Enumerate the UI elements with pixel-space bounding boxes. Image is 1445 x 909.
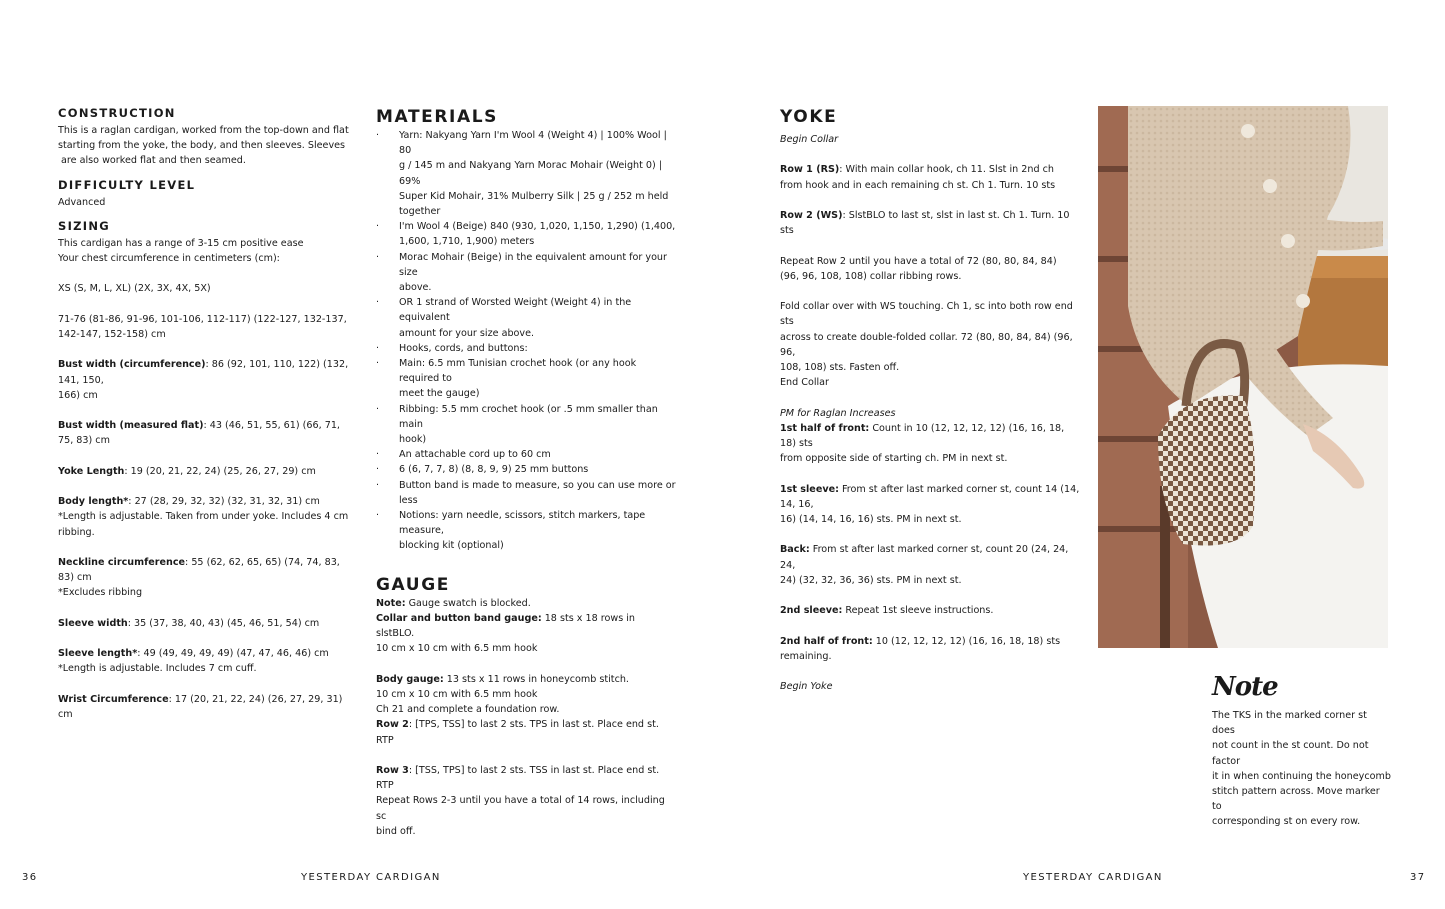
page-number-right: 37 — [1410, 872, 1426, 883]
materials-item: · Main: 6.5 mm Tunisian crochet hook (or any hook required to meet the gauge) — [376, 356, 676, 402]
gauge-note: Note: Gauge swatch is blocked. — [376, 597, 531, 609]
sizes-list: XS (S, M, L, XL) (2X, 3X, 4X, 5X) — [58, 283, 211, 295]
yoke-sleeve-1: 1st sleeve: From st after last marked corner st, count 14 (14, 14, 16, — [780, 483, 1080, 510]
yoke-row-2: Row 2 (WS): SlstBLO to last st, slst in last st. Ch 1. Turn. 10 sts — [780, 209, 1070, 237]
construction-line: starting from the yoke, the body, and then sleeves. Sleeves — [58, 140, 346, 152]
difficulty-heading: DIFFICULTY LEVEL — [58, 177, 196, 192]
materials-item: · Notions: yarn needle, scissors, stitch markers, tape measure, blocking kit (optional) — [376, 508, 676, 554]
materials-item: · An attachable cord up to 60 cm — [376, 447, 676, 462]
materials-item: · Morac Mohair (Beige) in the equivalent amount for your size above. — [376, 250, 676, 296]
yoke-sleeve-2: 2nd sleeve: Repeat 1st sleeve instructions. — [780, 605, 994, 617]
materials-column: MATERIALS · Yarn: Nakyang Yarn I'm Wool 4 (Weight 4) | 100% Wool | 80 g / 145 m and Nakyang Yarn Morac Mohair (Weight 0) | 69% Super Kid Mohair, 31% Mulberry Silk | 25 g / 252 m held together · I'm Wool 4 (Beige) 840 (930, 1,020, 1,150, 1,290) (1,400, 1,600, 1,710, 1,900) meters · Morac Mohair (Beige) in the equivalent amount for your size above. · OR 1 strand of Worsted Weight (Weight 4) in the equivalent amount for your size above. · Hooks, cords, and buttons: · Main: 6.5 mm Tunisian crochet hook (or any hook required to meet the gauge) · Ribbing: 5.5 mm crochet hook (or .5 mm smaller than main hook) · An attachable cord up to 60 cm · 6 (6, 7, 7, 8) (8, 8, 9, 9) 25 mm buttons · Button band is made to measure, so you can use more or less · Notions: yarn needle, scissors, stitch markers, tape measure, blocking kit (optional) GAUGE Note: Gauge swatch is blocked. Collar and button band gauge: 18 sts x 18 rows in slstBLO. 10 cm x 10 cm with 6.5 mm hook Body gauge: 13 sts x 11 rows in honeycomb stitch. 10 cm x 10 cm with 6.5 mm hook Ch 21 and complete a foundation row. Row 2: [TPS, TSS] to last 2 sts. TPS in last st. Place end st. RTP Row 3: [TSS, TPS] to last 2 sts. TSS in last st. Place end st. RTP Repeat Rows 2-3 until you have a total of 14 rows, including sc bind off. — [376, 106, 676, 839]
left-column — [58, 106, 358, 722]
gauge-heading: GAUGE — [376, 574, 450, 595]
begin-collar: Begin Collar — [780, 134, 839, 145]
chest-sizes: 142-147, 152-158) cm — [58, 329, 166, 340]
yoke-front-1: 1st half of front: Count in 10 (12, 12, 12, 12) (16, 16, 18, 18) sts — [780, 422, 1065, 449]
note-body: The TKS in the marked corner st does not count in the st count. Do not factor it in when continuing the honeycomb stitch pattern across. Move marker to corresponding st on every row. — [1212, 710, 1391, 828]
note-title: Note — [1212, 672, 1278, 702]
cardigan-photo — [1098, 106, 1388, 648]
gauge-row-3: Row 3: [TSS, TPS] to last 2 sts. TSS in last st. Place end st. RTP — [376, 764, 660, 792]
measurement-neckline: Neckline circumference: 55 (62, 62, 65, 65) (74, 74, 83, 83) cm *Excludes ribbing — [58, 556, 340, 599]
sizing-line: This cardigan has a range of 3-15 cm positive ease — [58, 237, 304, 249]
measurement-wrist: Wrist Circumference: 17 (20, 21, 22, 24) (26, 27, 29, 31) cm — [58, 693, 343, 720]
yoke-heading: YOKE — [780, 107, 838, 127]
yoke-row-1: Row 1 (RS): With main collar hook, ch 11. Slst in 2nd ch — [780, 164, 1054, 176]
materials-item: · Hooks, cords, and buttons: — [376, 341, 676, 356]
gauge-body: Body gauge: 13 sts x 11 rows in honeycomb stitch. — [376, 673, 629, 685]
running-title-left: YESTERDAY CARDIGAN — [301, 872, 441, 883]
materials-item: · Button band is made to measure, so you can use more or less — [376, 478, 676, 508]
sizing-line: Your chest circumference in centimeters (cm): — [58, 253, 280, 265]
measurement-sleeve-length: Sleeve length*: 49 (49, 49, 49, 49) (47, 47, 46, 46) cm *Length is adjustable. Includes 7 cm cuff. — [58, 648, 329, 675]
materials-item: · Ribbing: 5.5 mm crochet hook (or .5 mm smaller than main hook) — [376, 402, 676, 448]
measurement-yoke-length: Yoke Length: 19 (20, 21, 22, 24) (25, 26, 27, 29) cm — [58, 465, 316, 477]
construction-line: are also worked flat and then seamed. — [58, 155, 246, 167]
page-number-left: 36 — [22, 872, 38, 883]
measurement-sleeve-width: Sleeve width: 35 (37, 38, 40, 43) (45, 46, 51, 54) cm — [58, 617, 320, 629]
yoke-back: Back: From st after last marked corner st, count 20 (24, 24, 24, — [780, 544, 1069, 571]
materials-item: · I'm Wool 4 (Beige) 840 (930, 1,020, 1,150, 1,290) (1,400, 1,600, 1,710, 1,900) meters — [376, 219, 676, 249]
difficulty-value: Advanced — [58, 196, 106, 208]
yoke-fold: Fold collar over with WS touching. Ch 1, sc into both row end sts — [780, 301, 1073, 328]
gauge-collar: Collar and button band gauge: 18 sts x 18 rows in slstBLO. — [376, 612, 635, 640]
materials-item: · 6 (6, 7, 7, 8) (8, 8, 9, 9) 25 mm buttons — [376, 462, 676, 477]
sizing-heading: SIZING — [58, 218, 111, 233]
materials-list — [376, 128, 676, 554]
chest-sizes: 71-76 (81-86, 91-96, 101-106, 112-117) (122-127, 132-137, — [58, 313, 347, 325]
begin-yoke: Begin Yoke — [780, 681, 833, 693]
running-title-right: YESTERDAY CARDIGAN — [1023, 872, 1163, 883]
measurement-body-length: Body length*: 27 (28, 29, 32, 32) (32, 31, 32, 31) cm *Length is adjustable. Taken from under yoke. Includes 4 cm ribbing. — [58, 496, 349, 538]
materials-item: · OR 1 strand of Worsted Weight (Weight 4) in the equivalent amount for your size above. — [376, 295, 676, 341]
construction-line: This is a raglan cardigan, worked from the top-down and flat — [58, 125, 349, 136]
measurement-bust-flat: Bust width (measured flat): 43 (46, 51, 55, 61) (66, 71, 75, 83) cm — [58, 420, 340, 447]
construction-heading: CONSTRUCTION — [58, 106, 176, 120]
yoke-repeat: Repeat Row 2 until you have a total of 72 (80, 80, 84, 84) — [780, 255, 1057, 267]
yoke-front-2: 2nd half of front: 10 (12, 12, 12, 12) (16, 16, 18, 18) sts remaining. — [780, 635, 1061, 662]
materials-heading: MATERIALS — [376, 107, 499, 127]
pm-heading: PM for Raglan Increases — [780, 407, 896, 419]
gauge-row-2: Row 2: [TPS, TSS] to last 2 sts. TPS in last st. Place end st. RTP — [376, 719, 659, 746]
measurement-bust-circ: Bust width (circumference): 86 (92, 101, 110, 122) (132, 141, 150, 166) cm — [58, 359, 349, 401]
materials-item: · Yarn: Nakyang Yarn I'm Wool 4 (Weight 4) | 100% Wool | 80 g / 145 m and Nakyang Yarn Morac Mohair (Weight 0) | 69% Super Kid Mohair, 31% Mulberry Silk | 25 g / 252 m held together — [376, 128, 676, 219]
yoke-column: YOKE Begin Collar Row 1 (RS): With main collar hook, ch 11. Slst in 2nd ch from hook and in each remaining ch st. Ch 1. Turn. 10 sts Row 2 (WS): SlstBLO to last st, slst in last st. Ch 1. Turn. 10 sts Repeat Row 2 until you have a total of 72 (80, 80, 84, 84) (96, 96, 108, 108) collar ribbing rows. Fold collar over with WS touching. Ch 1, sc into both row end sts across to create double-folded collar. 72 (80, 80, 84, 84) (96, 96, 108, 108) sts. Fasten off. End Collar PM for Raglan Increases 1st half of front: Count in 10 (12, 12, 12, 12) (16, 16, 18, 18) sts from opposite side of starting ch. PM in next st. 1st sleeve: From st after last marked corner st, count 14 (14, 14, 16, 16) (14, 14, 16, 16) sts. PM in next st. Back: From st after last marked corner st, count 20 (24, 24, 24, 24) (32, 32, 36, 36) sts. PM in next st. 2nd sleeve: Repeat 1st sleeve instructions. 2nd half of front: 10 (12, 12, 12, 12) (16, 16, 18, 18) sts remaining. Begin Yoke — [780, 107, 1080, 693]
